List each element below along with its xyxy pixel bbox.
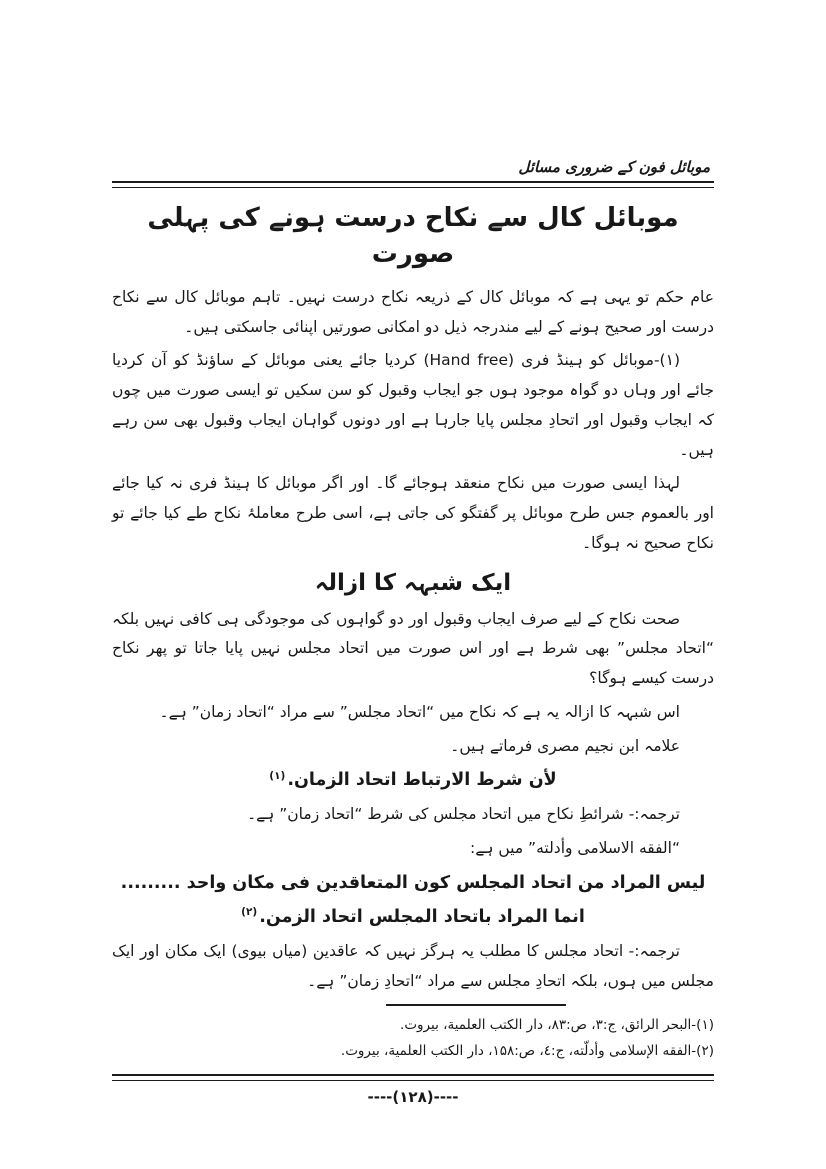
page-number: ----(۱۲۸)---- xyxy=(367,1087,459,1106)
section-title: موبائل کال سے نکاح درست ہونے کی پہلی صورت xyxy=(147,203,679,270)
paragraph-scholar-intro: علامہ ابن نجیم مصری فرماتے ہیں۔ xyxy=(450,736,680,755)
arabic-quote-2-line-2 xyxy=(112,902,714,933)
running-header: موبائل فون کے ضروری مسائل xyxy=(518,158,710,176)
arabic-quote-1-text: لأن شرط الارتباط اتحاد الزمان. xyxy=(287,770,557,791)
paragraph-translation-1: ترجمہ:- شرائطِ نکاح میں اتحاد مجلس کی شرط “اتحاد زمان” ہے۔ xyxy=(247,805,680,824)
footnote-marker-1: (۱) xyxy=(269,769,286,782)
footnote-marker-2: (۲) xyxy=(241,906,258,919)
footnotes xyxy=(112,1013,714,1064)
section-subtitle: ایک شبہہ کا ازالہ xyxy=(314,569,512,596)
paragraph-source-intro: “الفقه الاسلامی وأدلته” میں ہے: xyxy=(470,838,680,857)
arabic-quote-1 xyxy=(112,765,714,796)
header-rule xyxy=(112,181,714,188)
footer-rule xyxy=(112,1074,714,1081)
paragraph-doubt: صحت نکاح کے لیے صرف ایجاب وقبول اور دو گواہوں کی موجودگی ہی کافی نہیں بلکہ “اتحاد مجلس” بھی شرط ہے اور اس صورت میں اتحاد مجلس نہیں پایا جاتا تو پھر نکاح درست کیسے ہوگا؟ xyxy=(112,609,714,688)
footnote-separator xyxy=(386,1004,566,1006)
arabic-quote-2-text: انما المراد باتحاد المجلس اتحاد الزمن. xyxy=(259,907,585,928)
footnote-2: (۲)-الفقه الإسلامى وأدلّته، ج:٤، ص:۱۵۸، دار الكتب العلمية، بيروت. xyxy=(340,1042,714,1059)
paragraph-ruling: لہذا ایسی صورت میں نکاح منعقد ہوجائے گا۔ اور اگر موبائل کا ہینڈ فری نہ کیا جائے اور بالعموم جس طرح موبائل پر گفتگو کی جاتی ہے، اسی طرح معاملۂ نکاح طے کیا جائے تو نکاح صحیح نہ ہوگا۔ xyxy=(112,474,714,552)
footnote-1: (۱)-البحر الرائق، ج:۳، ص:۸۳، دار الكتب العلمية، بيروت. xyxy=(400,1017,714,1034)
arabic-quote-2-line-1: ليس المراد من اتحاد المجلس كون المتعاقدين فى مكان واحد ......... xyxy=(120,872,706,893)
paragraph-answer: اس شبہہ کا ازالہ یہ ہے کہ نکاح میں “اتحاد مجلس” سے مراد “اتحاد زمان” ہے۔ xyxy=(159,702,680,721)
paragraph-method-1: (۱)-موبائل کو ہینڈ فری (Hand free) کردیا جائے یعنی موبائل کے ساؤنڈ کو آن کردیا جائے اور وہاں دو گواہ موجود ہوں جو ایجاب وقبول کو سن سکیں تو ایسی صورت میں چوں کہ ایجاب وقبول اور اتحادِ مجلس پایا جارہا ہے اور دونوں گواہان ایجاب وقبول بھی سن رہے ہیں۔ xyxy=(112,351,714,459)
paragraph-translation-2: ترجمہ:- اتحاد مجلس کا مطلب یہ ہرگز نہیں کہ عاقدین (میاں بیوی) ایک مکان اور ایک مجلس میں ہوں، بلکہ اتحادِ مجلس سے مراد “اتحادِ زمان” ہے۔ xyxy=(112,941,714,990)
paragraph-intro: عام حکم تو یہی ہے کہ موبائل کال کے ذریعہ نکاح درست نہیں۔ تاہم موبائل کال سے نکاح درست اور صحیح ہونے کے لیے مندرجہ ذیل دو امکانی صورتیں اپنائی جاسکتی ہیں۔ xyxy=(112,287,714,336)
